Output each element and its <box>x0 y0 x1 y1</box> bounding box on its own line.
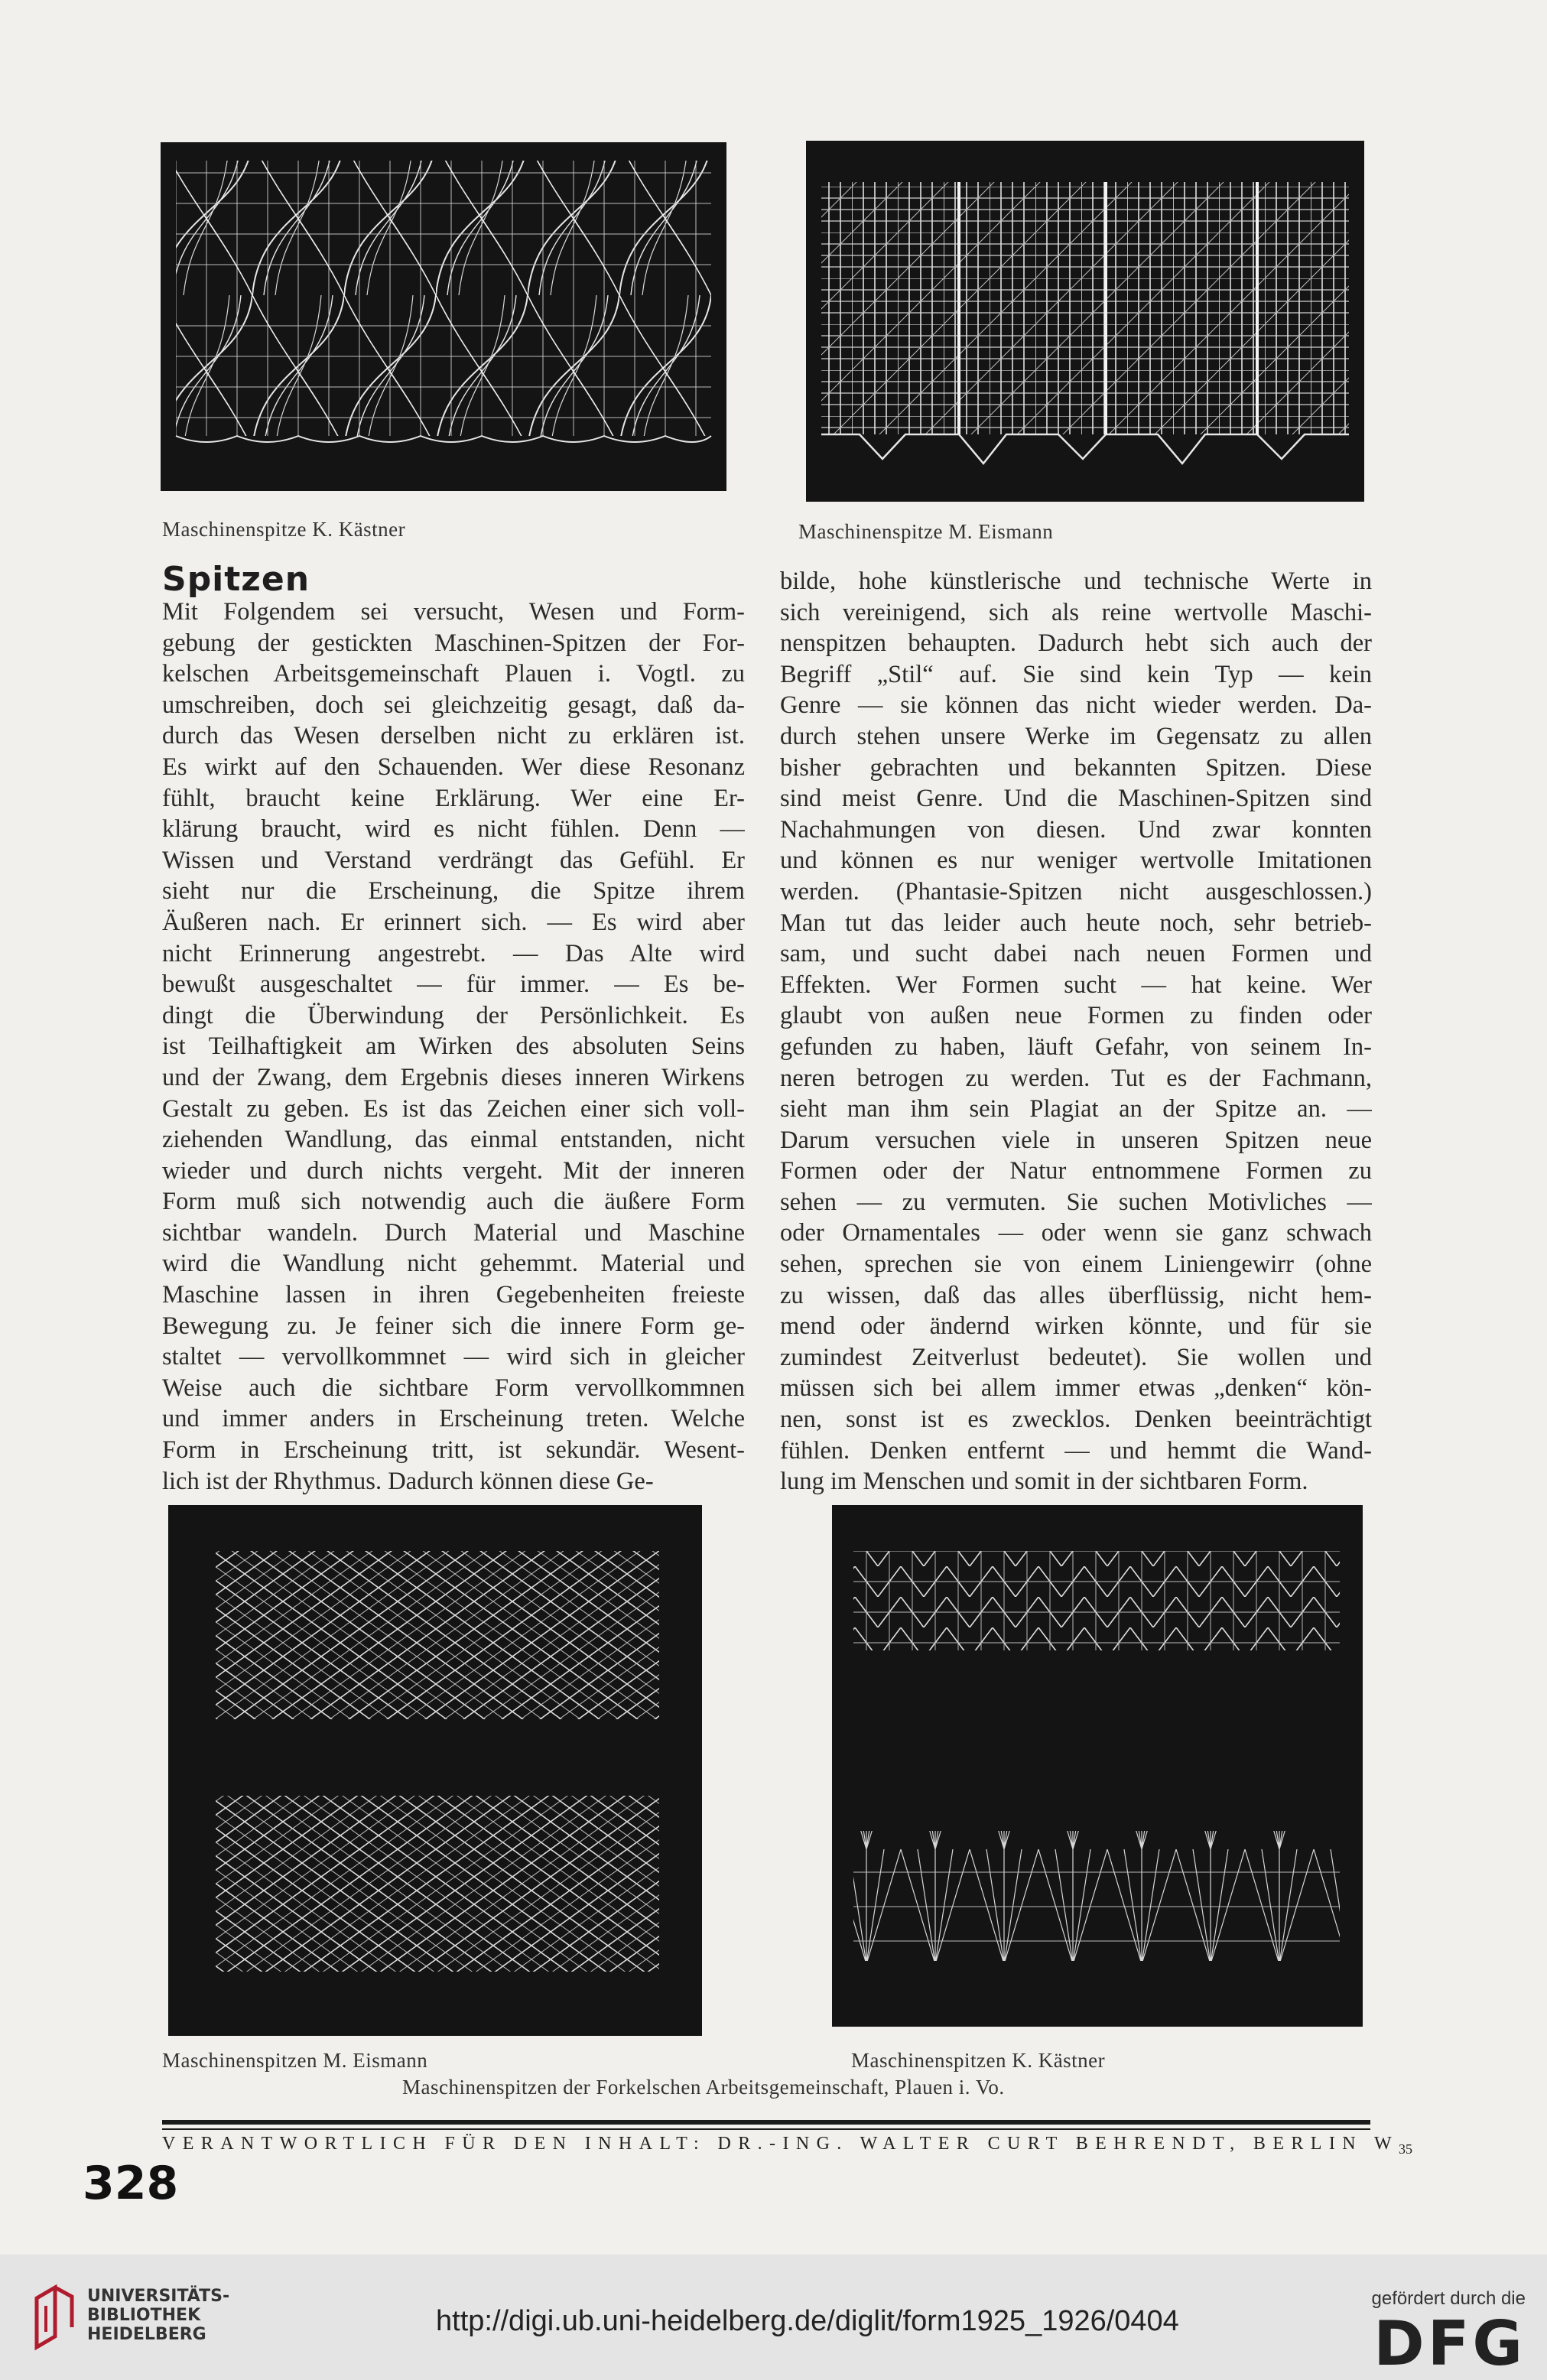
text-line: staltet — vervollkommnet — wird sich in gleicher <box>162 1343 745 1371</box>
text-line: sam, und sucht dabei nach neuen Formen und <box>780 940 1372 968</box>
text-line: dingt die Überwindung der Persönlichkeit. Es <box>162 1001 745 1029</box>
text-line: Bewegung zu. Je feiner sich die innere Form ge- <box>162 1312 745 1340</box>
library-name-line: HEIDELBERG <box>87 2325 206 2344</box>
text-line: nicht Erinnerung angestrebt. — Das Alte wird <box>162 939 745 967</box>
imprint-postal-district: 35 <box>1399 2141 1413 2157</box>
text-line: wieder und durch nichts vergeht. Mit der inneren <box>162 1156 745 1185</box>
text-line: lich ist der Rhythmus. Dadurch können diese Ge- <box>162 1467 654 1495</box>
caption-top-right: Maschinenspitze M. Eismann <box>798 520 1054 543</box>
text-line: sich vereinigend, sich als reine wertvolle Maschi- <box>780 598 1372 626</box>
text-line: sieht man ihm sein Plagiat an der Spitze an. — <box>780 1095 1372 1123</box>
text-line: ziehenden Wandlung, das einmal entstanden, nicht <box>162 1126 745 1154</box>
text-line: bewußt ausgeschaltet — für immer. — Es be- <box>162 971 745 999</box>
caption-bottom-center: Maschinenspitzen der Forkelschen Arbeitsgemeinschaft, Plauen i. Vo. <box>402 2076 1005 2099</box>
text-line: kelschen Arbeitsgemeinschaft Plauen i. Vogtl. zu <box>162 660 745 688</box>
text-line: klärung braucht, wird es nicht fühlen. Denn — <box>162 815 745 844</box>
imprint-responsible <box>162 2134 1412 2157</box>
text-line: Maschine lassen in ihren Gegebenheiten freieste <box>162 1281 745 1309</box>
imprint-rule-thin <box>162 2128 1370 2130</box>
text-line: Man tut das leider auch heute noch, sehr betrieb- <box>780 909 1372 937</box>
text-line: gebung der gestickten Maschinen-Spitzen der For- <box>162 629 745 657</box>
text-line: neren betrogen zu werden. Tut es der Fachmann, <box>780 1064 1372 1092</box>
text-line: fühlen. Denken entfernt — und hemmt die Wand- <box>780 1436 1372 1465</box>
text-line: nenspitzen behaupten. Dadurch hebt sich auch der <box>780 629 1372 658</box>
text-line: zu wissen, daß das alles überflüssig, nicht hem- <box>780 1281 1372 1309</box>
text-line: glaubt von außen neue Formen zu finden oder <box>780 1002 1372 1030</box>
text-line: durch das Wesen derselben nicht zu erklären ist. <box>162 722 745 750</box>
lace-pattern-grid <box>806 141 1364 502</box>
text-line: Form in Erscheinung tritt, ist sekundär. Wesent- <box>162 1436 745 1465</box>
funding-note: gefördert durch die <box>1371 2288 1526 2309</box>
text-line: Es wirkt auf den Schauenden. Wer diese Resonanz <box>162 753 745 781</box>
caption-bottom-left: Maschinenspitzen M. Eismann <box>162 2049 428 2072</box>
text-line: mend oder ändernd wirken könnte, und für sie <box>780 1312 1372 1341</box>
article-right-column <box>780 566 1372 1497</box>
imprint-responsible-text: VERANTWORTLICH FÜR DEN INHALT: DR.-ING. WALTER CURT BEHRENDT, BERLIN W <box>162 2134 1399 2154</box>
text-line: bilde, hohe künstlerische und technische Werte in <box>780 567 1372 595</box>
text-line: Wissen und Verstand verdrängt das Gefühl. Er <box>162 846 745 874</box>
text-line: müssen sich bei allem immer etwas „denken“ kön- <box>780 1374 1372 1403</box>
text-line: Nachahmungen von diesen. Und zwar konnten <box>780 815 1372 844</box>
text-line: gefunden zu haben, läuft Gefahr, von seinem In- <box>780 1032 1372 1061</box>
lace-photo-kaestner-top <box>161 142 726 491</box>
text-line: bisher gebrachten und bekannten Spitzen. Diese <box>780 753 1372 782</box>
library-name <box>87 2287 229 2344</box>
text-line: lung im Menschen und somit in der sichtbaren Form. <box>780 1468 1308 1496</box>
library-name-line: UNIVERSITÄTS- <box>87 2287 230 2306</box>
text-line: sieht nur die Erscheinung, die Spitze ihrem <box>162 877 745 906</box>
text-line: werden. (Phantasie-Spitzen nicht ausgeschlossen.) <box>780 877 1372 906</box>
lace-photo-eismann-bottom <box>168 1505 702 2036</box>
lace-pattern-arcs <box>161 142 726 491</box>
library-name-line: BIBLIOTHEK <box>87 2306 201 2325</box>
text-line: und immer anders in Erscheinung treten. Welche <box>162 1405 745 1433</box>
text-line: durch stehen unsere Werke im Gegensatz zu allen <box>780 722 1372 750</box>
imprint-rule <box>162 2120 1370 2125</box>
text-line: Form muß sich notwendig auch die äußere Form <box>162 1188 745 1216</box>
article-left-column <box>162 597 745 1497</box>
text-line: zumindest Zeitverlust bedeutet). Sie wollen und <box>780 1343 1372 1371</box>
text-line: sichtbar wandeln. Durch Material und Maschine <box>162 1218 745 1247</box>
text-line: Weise auch die sichtbare Form vervollkommnen <box>162 1374 745 1402</box>
text-line: umschreiben, doch sei gleichzeitig gesagt, daß da- <box>162 691 745 719</box>
text-line: Effekten. Wer Formen sucht — hat keine. Wer <box>780 971 1372 999</box>
text-line: und der Zwang, dem Ergebnis dieses inneren Wirkens <box>162 1063 745 1091</box>
digitization-footer <box>0 2255 1547 2380</box>
lace-pattern-bands <box>832 1505 1363 2027</box>
page-number: 328 <box>83 2157 179 2210</box>
text-line: Äußeren nach. Er erinnert sich. — Es wird aber <box>162 908 745 936</box>
text-line: ist Teilhaftigkeit am Wirken des absoluten Seins <box>162 1032 745 1061</box>
permalink-url[interactable]: http://digi.ub.uni-heidelberg.de/diglit/form1925_1926/0404 <box>436 2305 1179 2337</box>
text-line: wird die Wandlung nicht gehemmt. Material und <box>162 1250 745 1278</box>
text-line: fühlt, braucht keine Erklärung. Wer eine Er- <box>162 784 745 812</box>
text-line: oder Ornamentales — oder wenn sie ganz schwach <box>780 1219 1372 1247</box>
dfg-logo: DFG <box>1373 2308 1526 2379</box>
text-line: sehen, sprechen sie von einem Liniengewirr (ohne <box>780 1250 1372 1279</box>
caption-top-left: Maschinenspitze K. Kästner <box>162 518 406 541</box>
text-line: Genre — sie können das nicht wieder werden. Da- <box>780 691 1372 720</box>
text-line: Formen oder der Natur entnommene Formen zu <box>780 1157 1372 1185</box>
text-line: und können es nur weniger wertvolle Imitationen <box>780 847 1372 875</box>
text-line: Mit Folgendem sei versucht, Wesen und Form- <box>162 598 745 626</box>
caption-bottom-right: Maschinenspitzen K. Kästner <box>851 2049 1106 2072</box>
text-line: Darum versuchen viele in unseren Spitzen neue <box>780 1126 1372 1154</box>
lace-photo-eismann-top <box>806 141 1364 502</box>
lace-photo-kaestner-bottom <box>832 1505 1363 2027</box>
university-library-logo-icon <box>32 2283 76 2352</box>
article-heading: Spitzen <box>162 560 310 599</box>
text-line: Gestalt zu geben. Es ist das Zeichen einer sich voll- <box>162 1094 745 1123</box>
lace-pattern-bands <box>168 1505 702 2036</box>
text-line: Begriff „Stil“ auf. Sie sind kein Typ — kein <box>780 660 1372 688</box>
text-line: sehen — zu vermuten. Sie suchen Motivliches — <box>780 1188 1372 1216</box>
text-line: nen, sonst ist es zwecklos. Denken beeinträchtigt <box>780 1406 1372 1434</box>
text-line: sind meist Genre. Und die Maschinen-Spitzen sind <box>780 785 1372 813</box>
